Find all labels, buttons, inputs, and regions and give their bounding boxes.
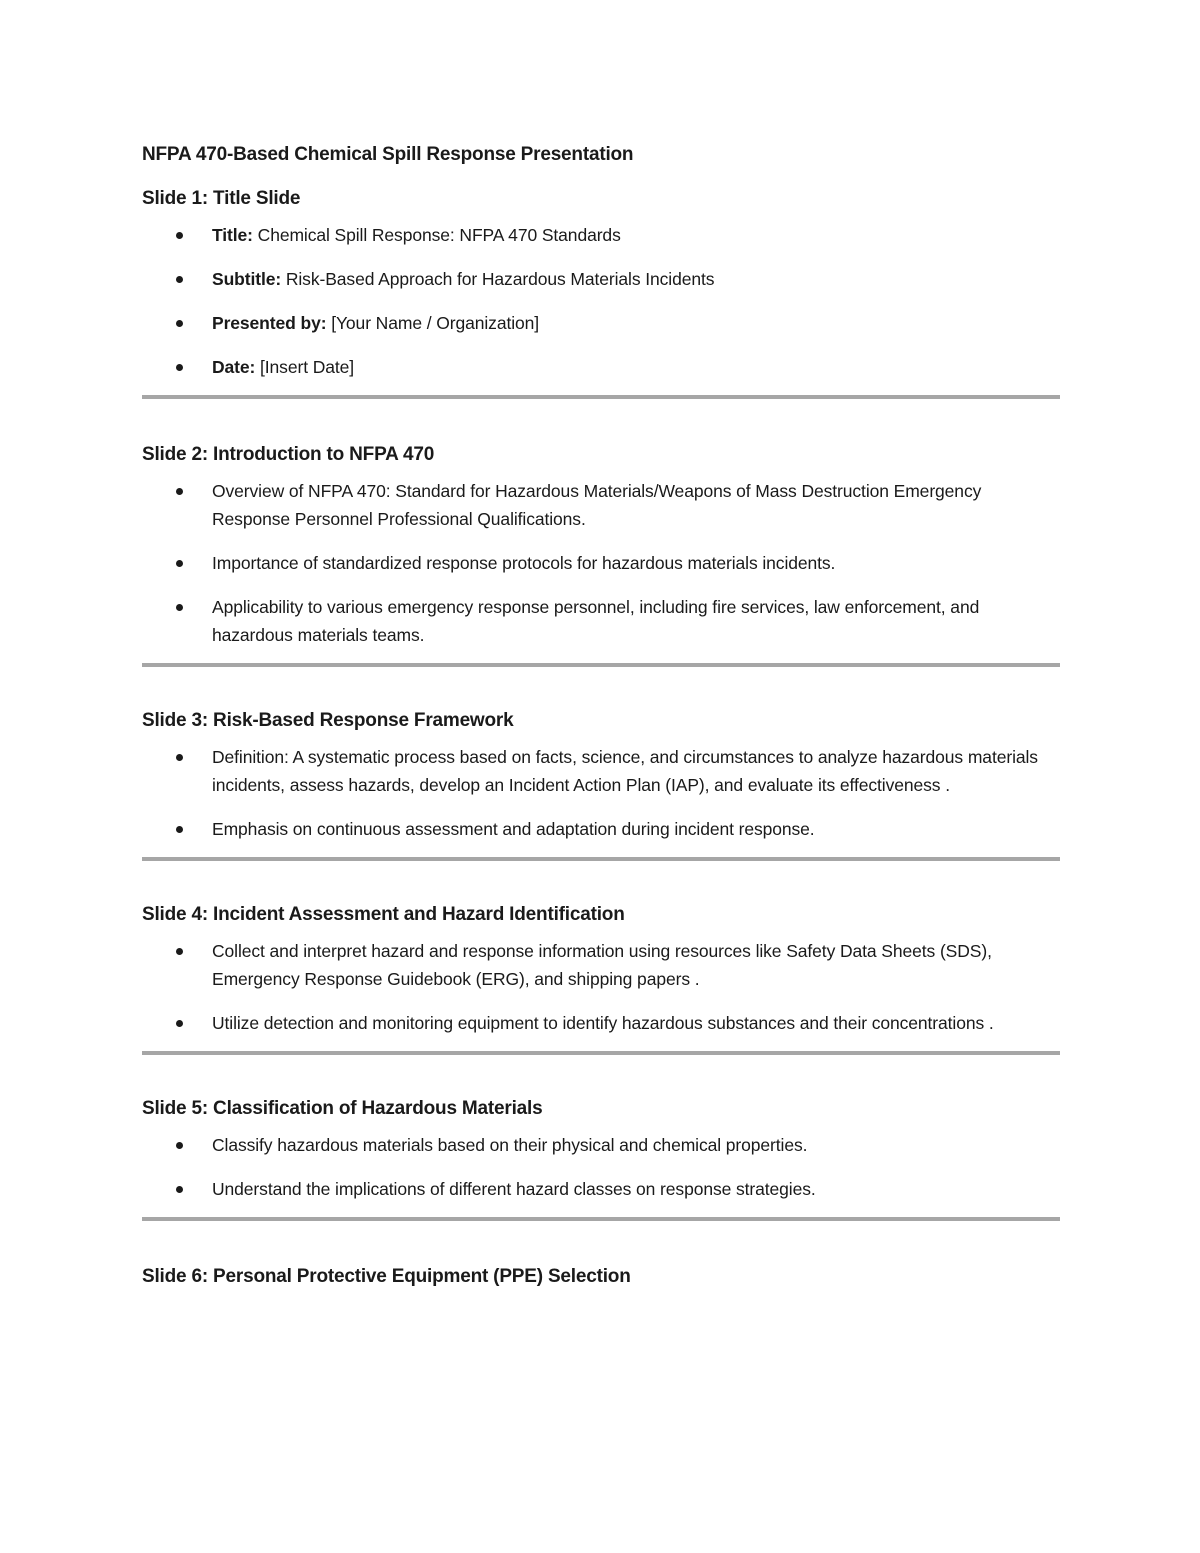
- slide-5-section: [142, 1097, 1060, 1203]
- slide-4-section: [142, 903, 1060, 1037]
- bullet-text: Chemical Spill Response: NFPA 470 Standards: [252, 225, 621, 245]
- slide-2-bullets: [142, 477, 1060, 649]
- slide-5-bullets: [142, 1131, 1060, 1203]
- list-item: [142, 353, 1060, 381]
- bullet-label: Title:: [212, 225, 253, 245]
- slide-3-bullets: [142, 743, 1060, 843]
- list-item: Classify hazardous materials based on their physical and chemical properties.: [142, 1131, 1060, 1159]
- document-title: NFPA 470-Based Chemical Spill Response Presentation: [142, 144, 634, 165]
- horizontal-divider: [142, 663, 1060, 667]
- list-item: Applicability to various emergency response personnel, including fire services, law enforcement, and hazardous materials teams.: [142, 593, 1060, 649]
- list-item: Importance of standardized response protocols for hazardous materials incidents.: [142, 549, 1060, 577]
- slide-3-heading: Slide 3: Risk-Based Response Framework: [142, 710, 514, 731]
- bullet-label: Subtitle:: [212, 269, 282, 289]
- slide-2-heading: Slide 2: Introduction to NFPA 470: [142, 444, 435, 465]
- list-item: [142, 265, 1060, 293]
- slide-4-heading: Slide 4: Incident Assessment and Hazard Identification: [142, 904, 625, 925]
- horizontal-divider: [142, 1051, 1060, 1055]
- bullet-text: [Your Name / Organization]: [326, 313, 540, 333]
- horizontal-divider: [142, 857, 1060, 861]
- list-item: Understand the implications of different hazard classes on response strategies.: [142, 1175, 1060, 1203]
- list-item: Utilize detection and monitoring equipment to identify hazardous substances and their concentrations .: [142, 1009, 1060, 1037]
- list-item: [142, 221, 1060, 249]
- bullet-label: Date:: [212, 357, 256, 377]
- list-item: [142, 309, 1060, 337]
- list-item: Collect and interpret hazard and response information using resources like Safety Data Sheets (SDS), Emergency Response Guidebook (ERG), and shipping papers .: [142, 937, 1060, 993]
- slide-1-section: [142, 187, 1060, 381]
- horizontal-divider: [142, 1217, 1060, 1221]
- list-item: Emphasis on continuous assessment and adaptation during incident response.: [142, 815, 1060, 843]
- bullet-label: Presented by:: [212, 313, 327, 333]
- bullet-text: Risk-Based Approach for Hazardous Materials Incidents: [281, 269, 715, 289]
- slide-2-section: [142, 443, 1060, 649]
- horizontal-divider: [142, 395, 1060, 399]
- slide-1-bullets: [142, 221, 1060, 381]
- document-page: [142, 143, 1060, 1299]
- slide-6-section: [142, 1265, 1060, 1289]
- list-item: Overview of NFPA 470: Standard for Hazardous Materials/Weapons of Mass Destruction Emergency Response Personnel Professional Qualifications.: [142, 477, 1060, 533]
- slide-1-heading: Slide 1: Title Slide: [142, 188, 301, 209]
- slide-6-heading: Slide 6: Personal Protective Equipment (PPE) Selection: [142, 1266, 631, 1287]
- slide-5-heading: Slide 5: Classification of Hazardous Materials: [142, 1098, 543, 1119]
- bullet-text: [Insert Date]: [255, 357, 355, 377]
- slide-4-bullets: [142, 937, 1060, 1037]
- list-item: Definition: A systematic process based on facts, science, and circumstances to analyze hazardous materials incidents, assess hazards, develop an Incident Action Plan (IAP), and evaluate its effectiveness .: [142, 743, 1060, 799]
- slide-3-section: [142, 709, 1060, 843]
